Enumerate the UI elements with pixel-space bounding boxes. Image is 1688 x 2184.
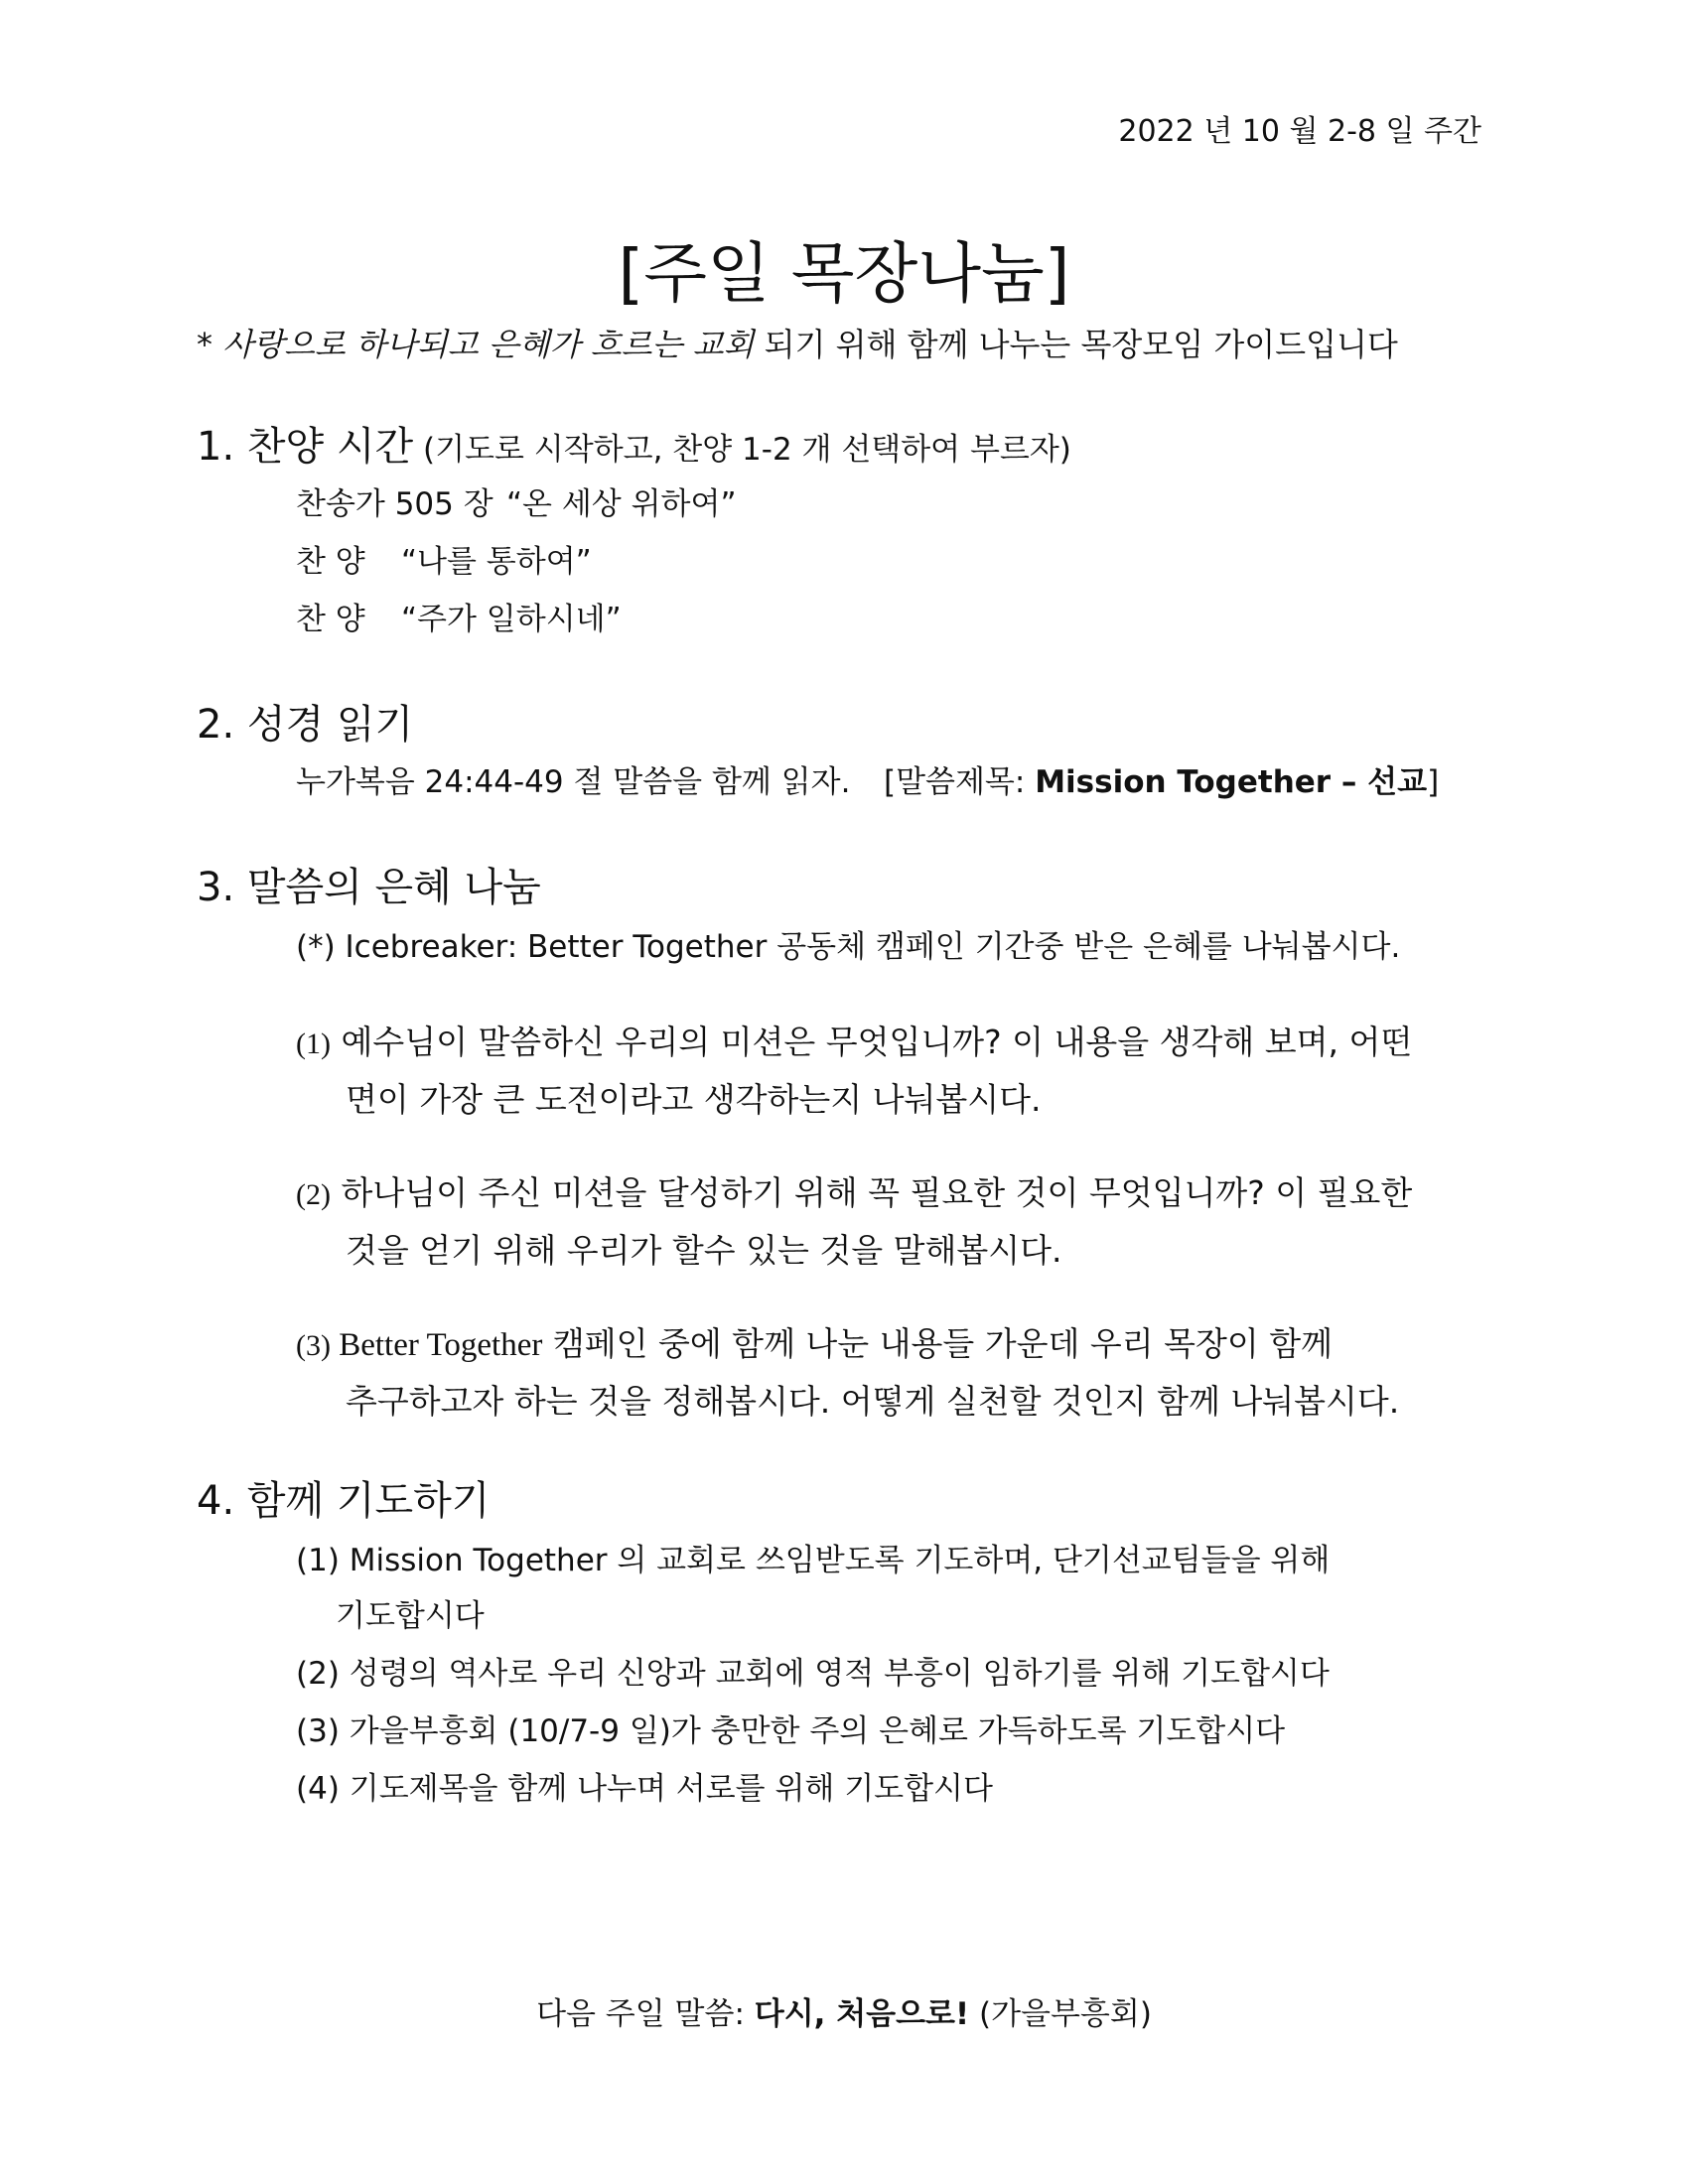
question-text: 예수님이 말씀하신 우리의 미션은 무엇입니까? 이 내용을 생각해 보며, 어떤 bbox=[330, 1023, 1413, 1061]
prayer-item: (1) Mission Together 의 교회로 쓰임받도록 기도하며, 단기선교팀들을 위해 bbox=[296, 1543, 1331, 1578]
section1-heading: 1. 찬양 시간 bbox=[197, 424, 414, 470]
section1-heading-row bbox=[197, 415, 1071, 472]
question-2 bbox=[296, 1167, 1412, 1214]
song-title: “온 세상 위하여” bbox=[506, 486, 737, 522]
song-title: “주가 일하시네” bbox=[401, 602, 622, 637]
song-label: 찬 양 bbox=[296, 544, 365, 580]
prayer-item: (3) 가을부흥회 (10/7-9 일)가 충만한 주의 은혜로 가득하도록 기도합시다 bbox=[296, 1713, 1286, 1749]
question-lead: Better Together bbox=[330, 1327, 543, 1363]
section3-heading: 3. 말씀의 은혜 나눔 bbox=[197, 865, 541, 910]
question-number: (1) bbox=[296, 1027, 331, 1060]
section1-note: (기도로 시작하고, 찬양 1-2 개 선택하여 부르자) bbox=[413, 432, 1071, 468]
next-sermon-suffix: (가을부흥회) bbox=[969, 1996, 1152, 2032]
intro-emphasis: 사랑으로 하나되고 은혜가 흐르는 교회 bbox=[222, 326, 755, 363]
question-1 bbox=[296, 1017, 1412, 1063]
song-label: 찬송가 505 장 bbox=[296, 486, 493, 522]
question-text: 캠페인 중에 함께 나눈 내용들 가운데 우리 목장이 함께 bbox=[542, 1324, 1334, 1363]
next-sermon bbox=[0, 1988, 1688, 2033]
question-1-cont: 면이 가장 큰 도전이라고 생각하는지 나눠봅시다. bbox=[346, 1080, 1042, 1119]
sermon-title-row bbox=[884, 756, 1439, 801]
section4-heading: 4. 함께 기도하기 bbox=[197, 1478, 491, 1524]
song-label: 찬 양 bbox=[296, 602, 365, 637]
question-text: 하나님이 주신 미션을 달성하기 위해 꼭 필요한 것이 무엇입니까? 이 필요한 bbox=[330, 1173, 1413, 1212]
prayer-item: (2) 성령의 역사로 우리 신앙과 교회에 영적 부흥이 임하기를 위해 기도합시다 bbox=[296, 1656, 1330, 1692]
intro-rest: 되기 위해 함께 나누는 목장모임 가이드입니다 bbox=[754, 326, 1398, 363]
question-2-cont: 것을 얻기 위해 우리가 할수 있는 것을 말해봅시다. bbox=[346, 1231, 1062, 1270]
question-3 bbox=[296, 1318, 1333, 1365]
prayer-item-cont: 기도합시다 bbox=[336, 1598, 485, 1634]
sermon-title: Mission Together – 선교 bbox=[1035, 764, 1428, 800]
date-range: 2022 년 10 월 2-8 일 주간 bbox=[1118, 114, 1481, 149]
question-number: (2) bbox=[296, 1178, 331, 1211]
icebreaker-text: (*) Icebreaker: Better Together 공동체 캠페인 기간중 받은 은혜를 나눠봅시다. bbox=[296, 929, 1401, 965]
sermon-suffix: ] bbox=[1427, 764, 1440, 800]
intro-star: * bbox=[197, 326, 223, 363]
intro-line bbox=[197, 320, 1398, 365]
next-sermon-title: 다시, 처음으로! bbox=[754, 1996, 970, 2032]
next-sermon-prefix: 다음 주일 말씀: bbox=[536, 1996, 755, 2032]
section2-heading: 2. 성경 읽기 bbox=[197, 702, 414, 748]
sermon-prefix: [말씀제목: bbox=[884, 764, 1036, 800]
song-title: “나를 통하여” bbox=[401, 544, 592, 580]
reading-text: 누가복음 24:44-49 절 말씀을 함께 읽자. bbox=[296, 764, 851, 800]
question-number: (3) bbox=[296, 1329, 331, 1362]
prayer-item: (4) 기도제목을 함께 나누며 서로를 위해 기도합시다 bbox=[296, 1771, 993, 1807]
page-title: [주일 목장나눔] bbox=[618, 235, 1070, 312]
question-3-cont: 추구하고자 하는 것을 정해봅시다. 어떻게 실천할 것인지 함께 나눠봅시다. bbox=[346, 1382, 1400, 1421]
